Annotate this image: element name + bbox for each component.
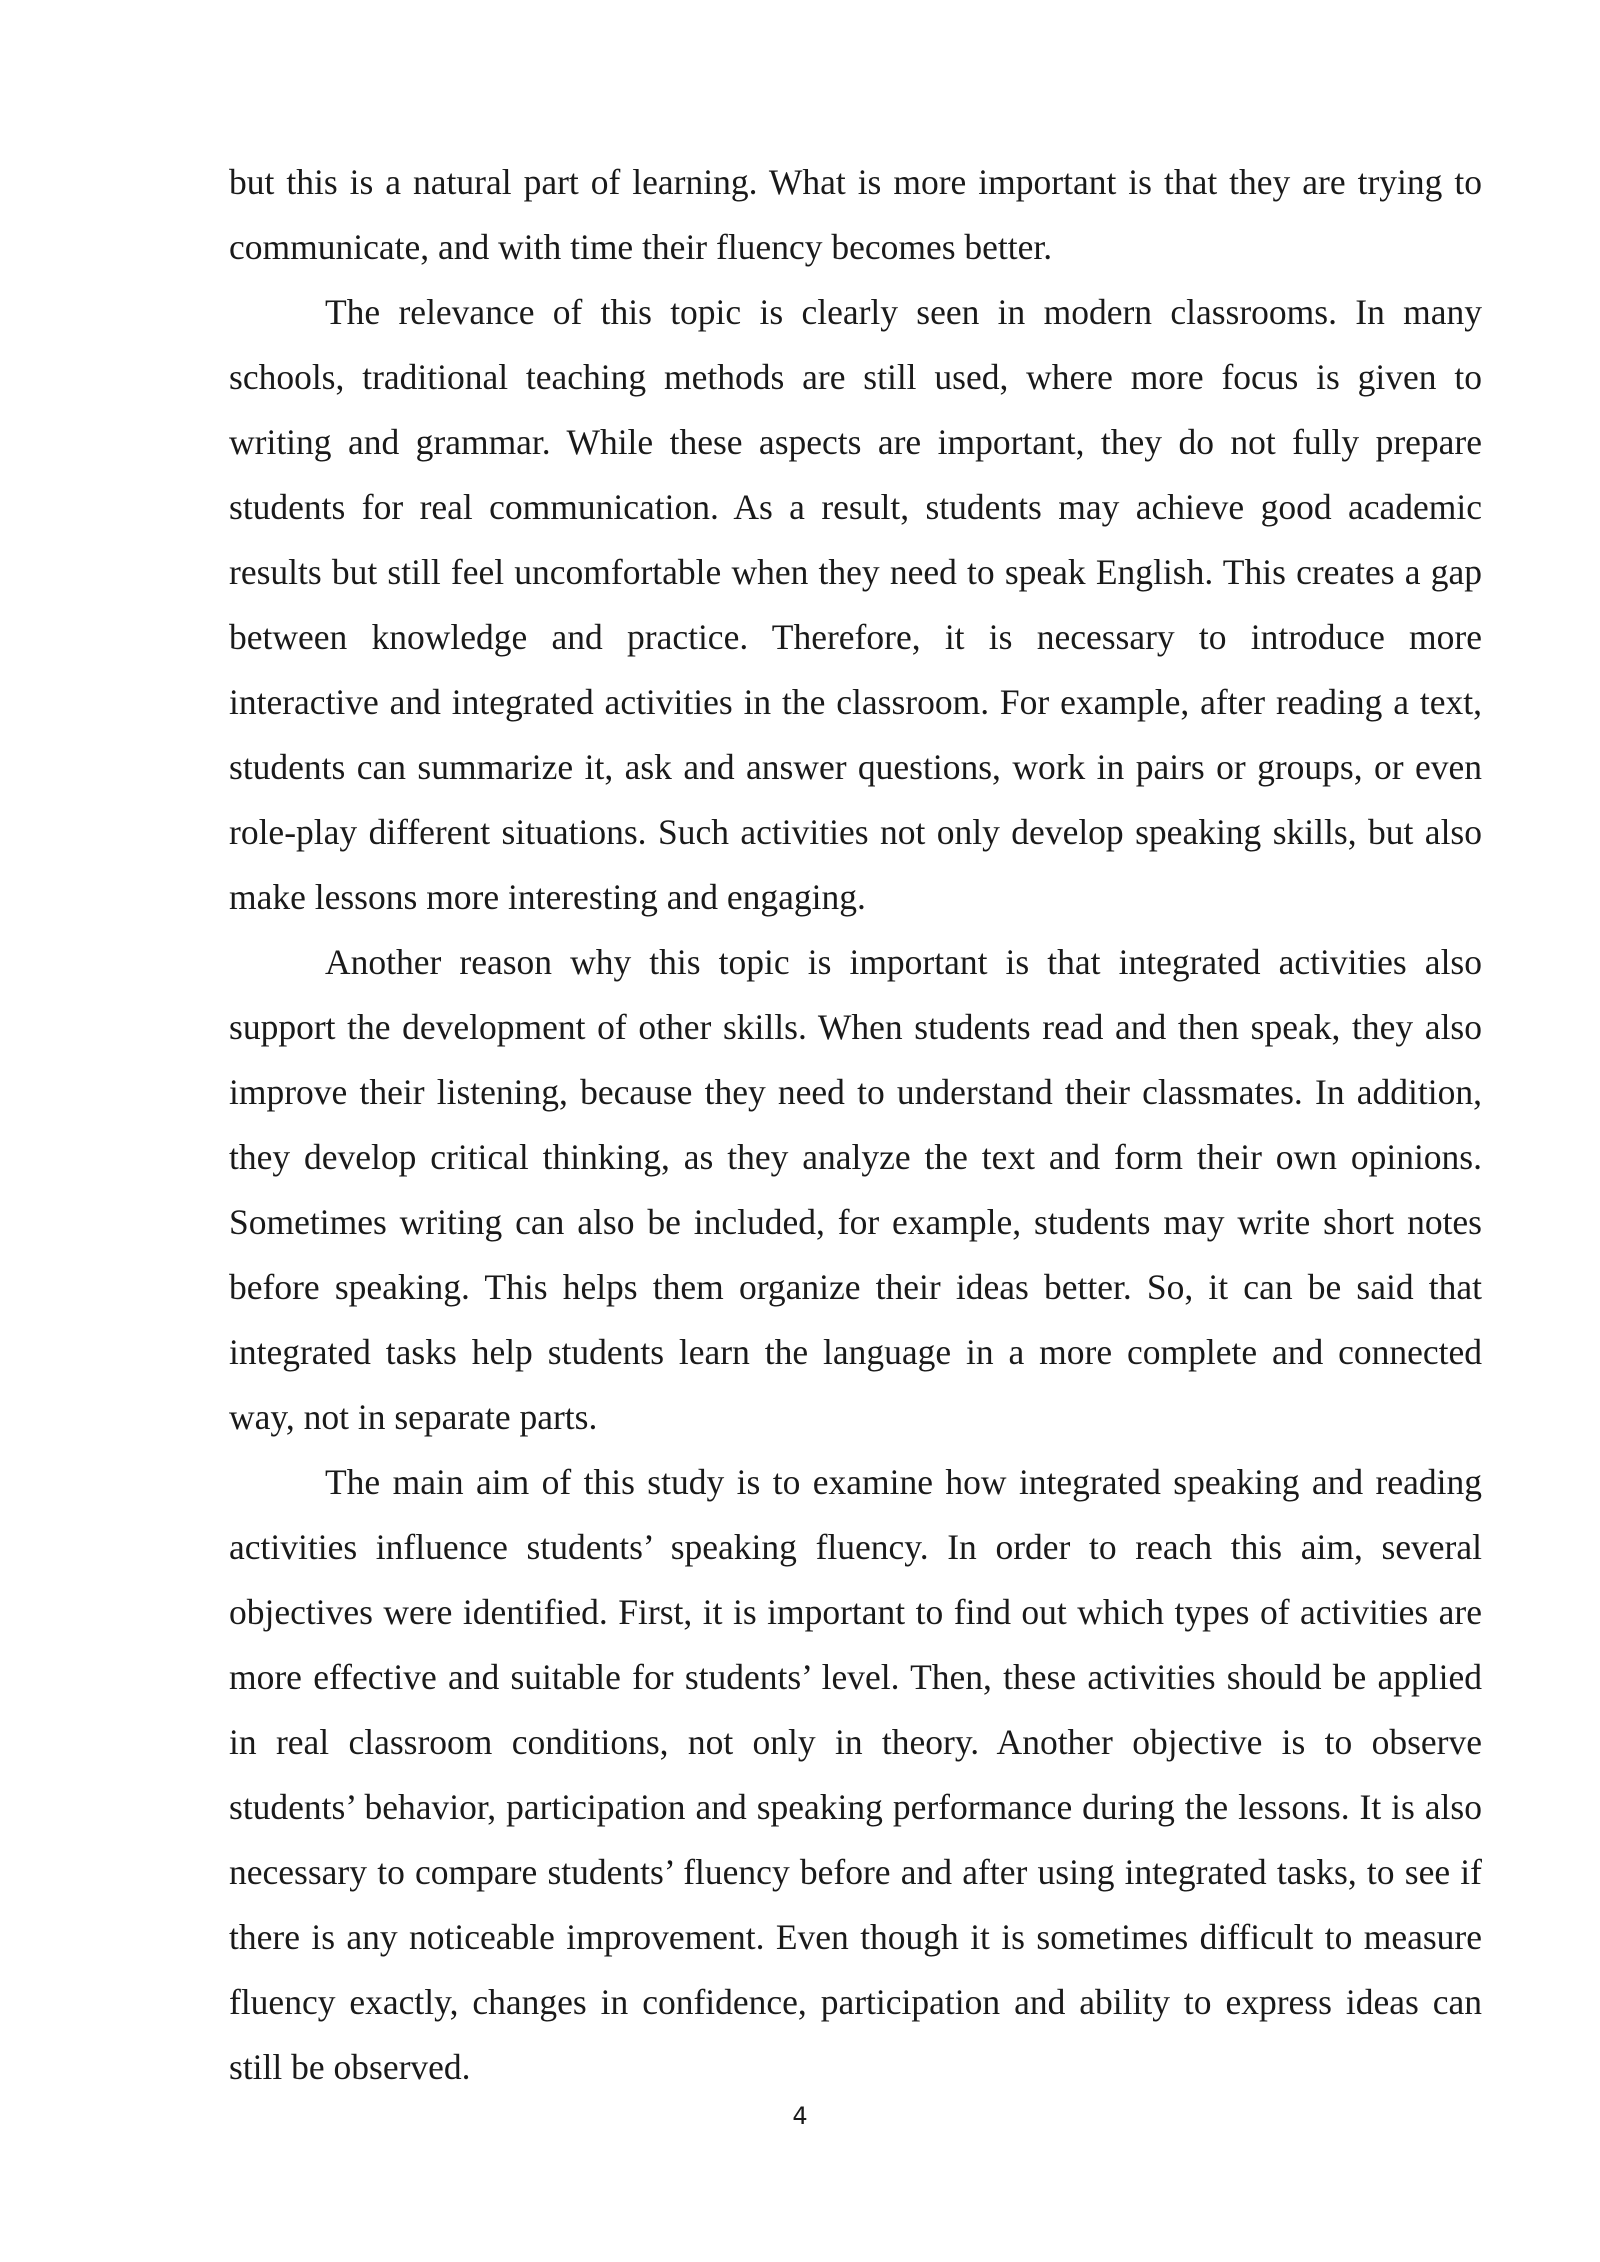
paragraph-aim: The main aim of this study is to examine how integrated speaking and reading activities influence students’ speaking fluency. In order to reach this aim, several objectives were identified. First, it is important to find out which types of activities are more effective and suitable for students’ level. Then, these activities should be applied in real classroom conditions, not only in theory. Another objective is to observe students’ behavior, participation and speaking performance during the lessons. It is also necessary to compare students’ fluency before and after using integrated tasks, to see if there is any noticeable improvement. Even though it is sometimes difficult to measure fluency exactly, changes in confidence, participation and ability to express ideas can still be observed. xyxy=(229,1462,1482,2087)
body-text xyxy=(229,150,1482,2100)
paragraph-other-skills: Another reason why this topic is important is that integrated activities also support the development of other skills. When students read and then speak, they also improve their listening, because they need to understand their classmates. In addition, they develop critical thinking, as they analyze the text and form their own opinions. Sometimes writing can also be included, for example, students may write short notes before speaking. This helps them organize their ideas better. So, it can be said that integrated tasks help students learn the language in a more complete and connected way, not in separate parts. xyxy=(229,942,1482,1437)
paragraph-continued: but this is a natural part of learning. What is more important is that they are trying to communicate, and with time their fluency becomes better. xyxy=(229,162,1482,267)
page-number: 4 xyxy=(792,2102,808,2130)
paragraph-relevance: The relevance of this topic is clearly seen in modern classrooms. In many schools, traditional teaching methods are still used, where more focus is given to writing and grammar. While these aspects are important, they do not fully prepare students for real communication. As a result, students may achieve good academic results but still feel uncomfortable when they need to speak English. This creates a gap between knowledge and practice. Therefore, it is necessary to introduce more interactive and integrated activities in the classroom. For example, after reading a text, students can summarize it, ask and answer questions, work in pairs or groups, or even role-play different situations. Such activities not only develop speaking skills, but also make lessons more interesting and engaging. xyxy=(229,292,1482,917)
